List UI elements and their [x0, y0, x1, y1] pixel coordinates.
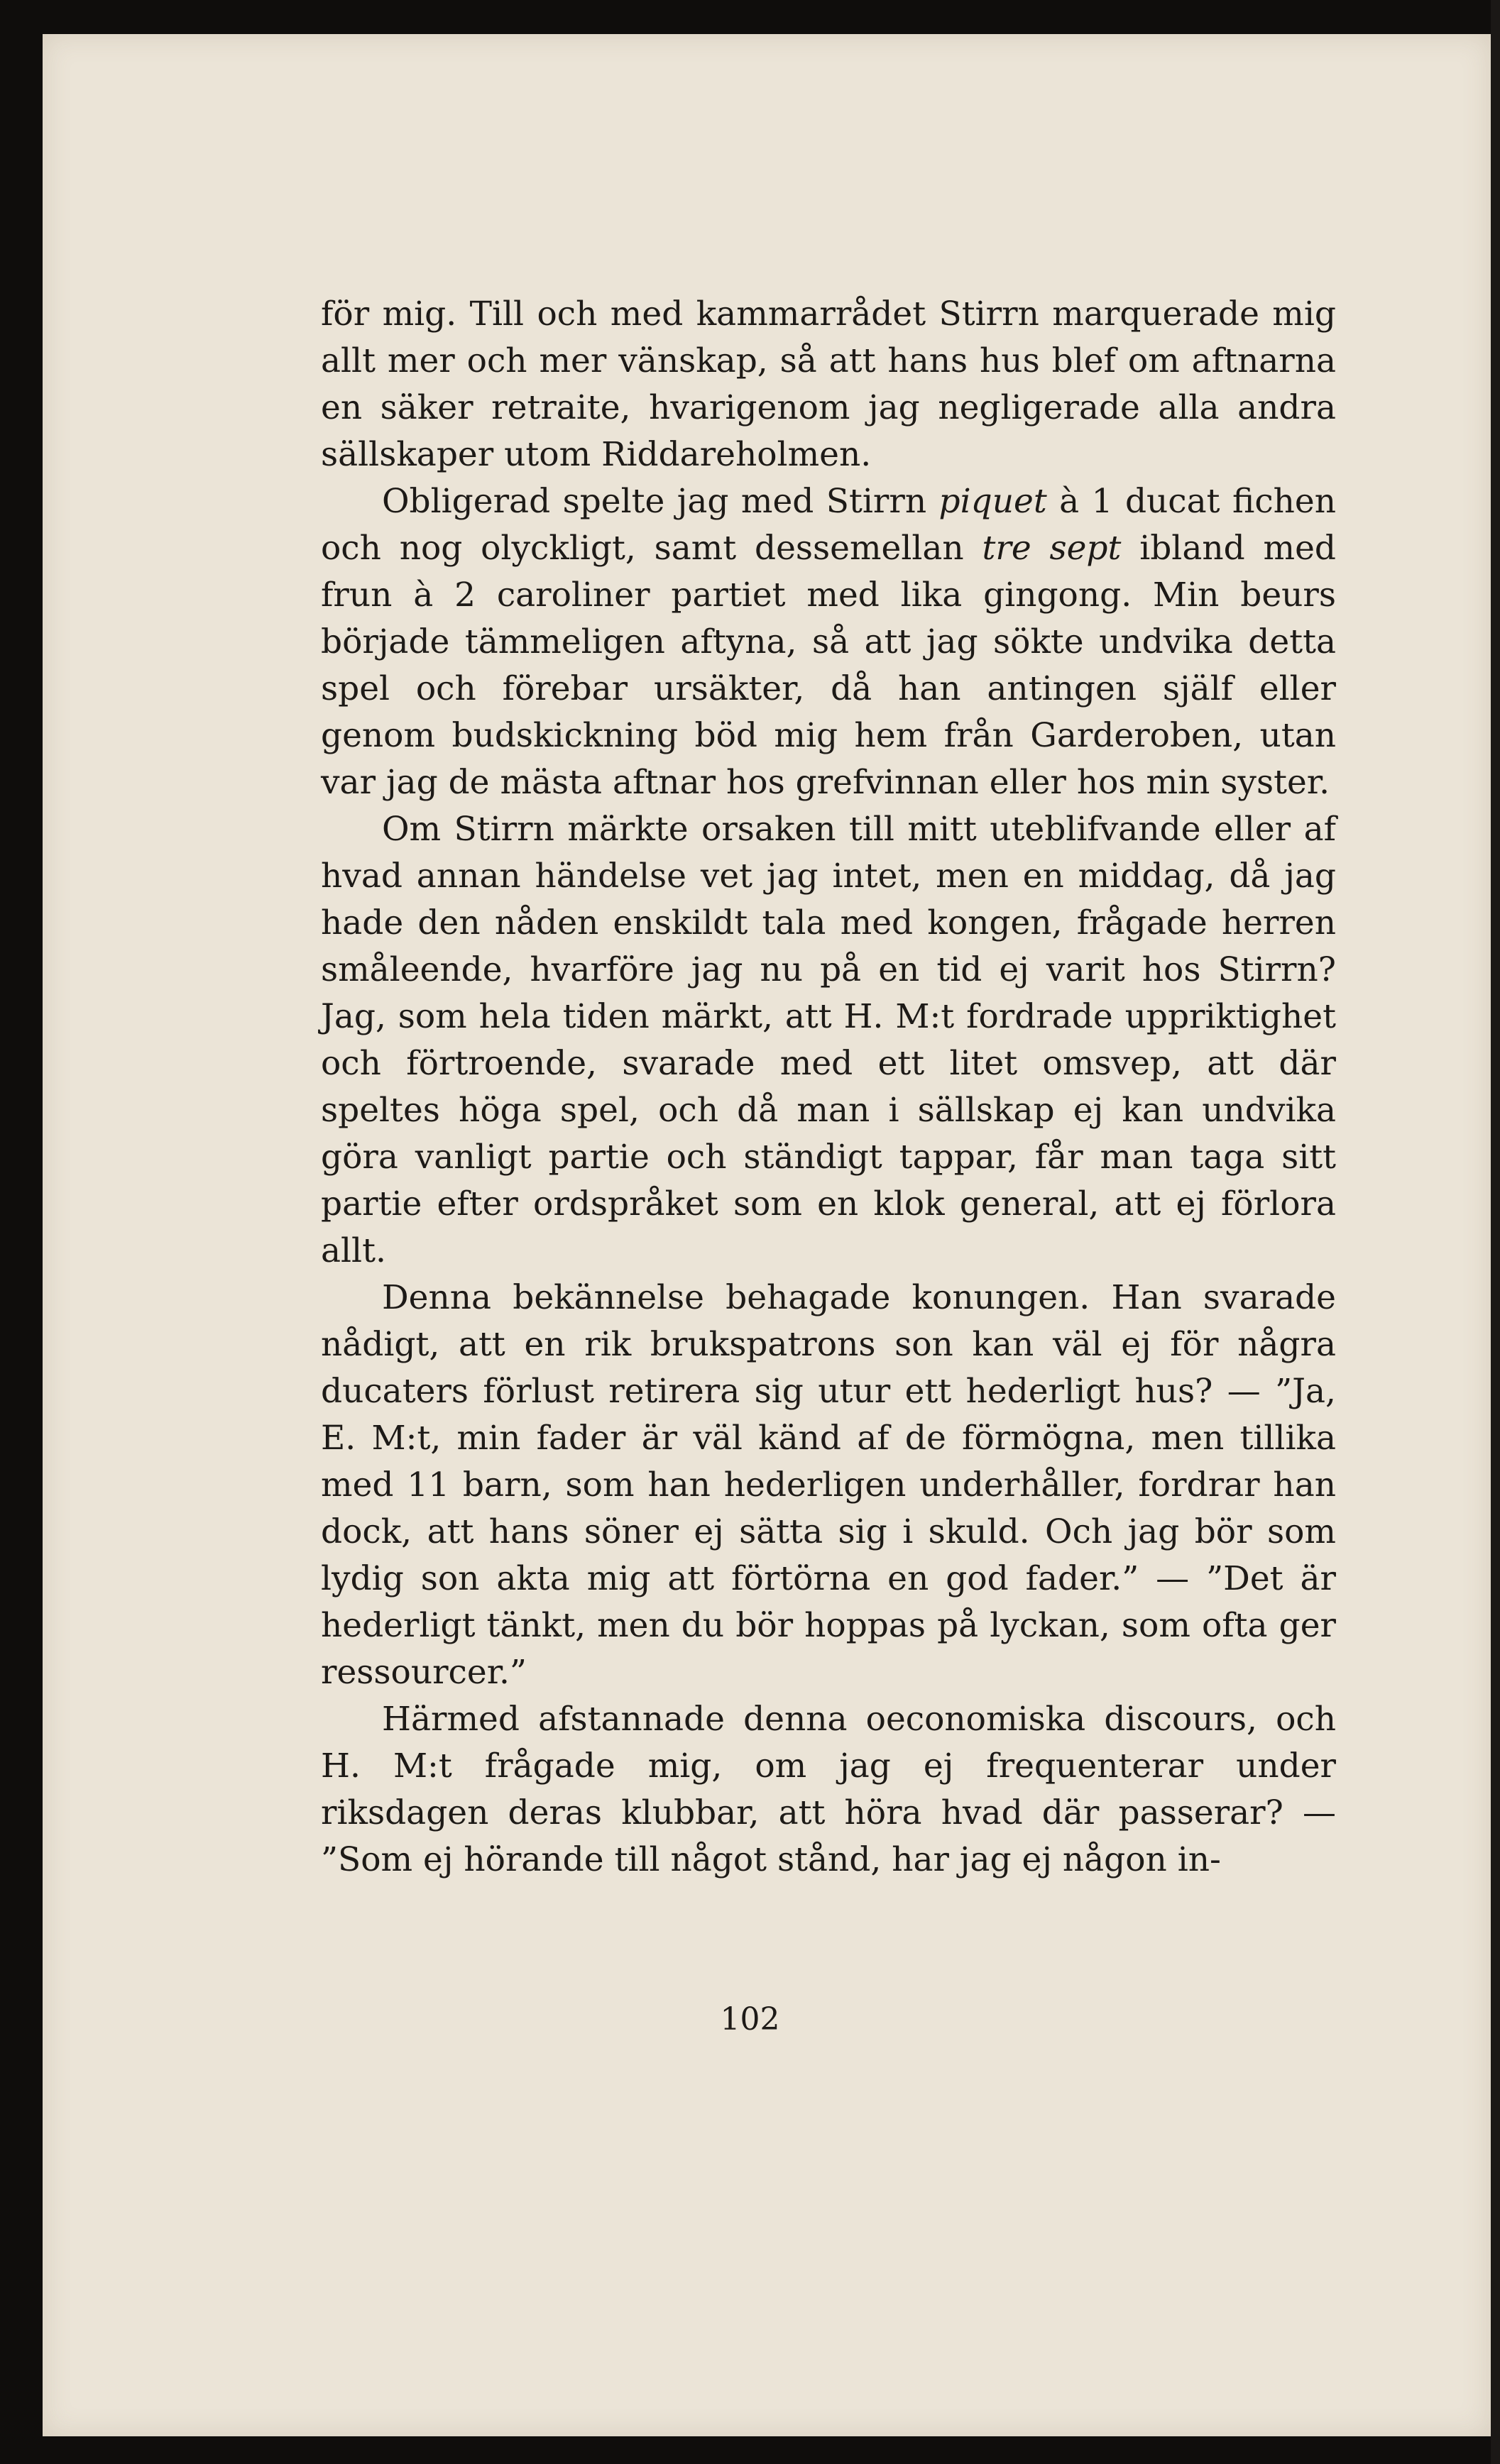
body-text	[321, 291, 1336, 1883]
paragraph-4-text: Denna bekännelse behagade konungen. Han svarade nådigt, att en rik brukspatrons son kan väl ej för några ducaters förlust retirera sig utur ett hederligt hus? — ”Ja, E. M:t, min fader är väl känd af de förmögna, men tillika med 11 barn, som han hederligen underhåller, fordrar han dock, att hans söner ej sätta sig i skuld. Och jag bör som lydig son akta mig att förtörna en god fader.” — ”Det är hederligt tänkt, men du bör hoppas på lyckan, som ofta ger ressourcer.”	[321, 1278, 1336, 1692]
italic-term-tre-sept: tre sept	[982, 529, 1122, 568]
page-number: 102	[720, 2001, 780, 2037]
book-edge	[1491, 0, 1500, 2464]
paragraph-2-text-c: ibland med frun à 2 caroliner partiet med lika gingong. Min beurs började tämmeligen aftyna, så att jag sökte undvika detta spel och förebar ursäkter, då han antingen själf eller genom budskickning böd mig hem från Garderoben, utan var jag de mästa aftnar hos grefvinnan eller hos min syster.	[321, 529, 1336, 802]
paragraph-2-text-a: Obligerad spelte jag med Stirrn	[382, 482, 939, 521]
paragraph-1-text: för mig. Till och med kammarrådet Stirrn marquerade mig allt mer och mer vänskap, så att hans hus blef om aftnarna en säker retraite, hvarigenom jag negligerade alla andra sällskaper utom Riddareholmen.	[321, 295, 1336, 474]
paragraph-2-text-b: à 1 ducat fichen och nog olyckligt, samt dessemellan	[321, 482, 1336, 568]
italic-term-piquet: piquet	[938, 482, 1047, 521]
paragraph-2	[321, 478, 1336, 806]
paragraph-5-text: Härmed afstannade denna oeconomiska discours, och H. M:t frågade mig, om jag ej frequenterar under riksdagen deras klubbar, att höra hvad där passerar? — ”Som ej hörande till något stånd, har jag ej någon in-	[321, 1700, 1336, 1879]
paragraph-3	[321, 806, 1336, 1275]
paragraph-3-text: Om Stirrn märkte orsaken till mitt uteblifvande eller af hvad annan händelse vet jag intet, men en middag, då jag hade den nåden enskildt tala med kongen, frågade herren småleende, hvarföre jag nu på en tid ej varit hos Stirrn? Jag, som hela tiden märkt, att H. M:t fordrade uppriktighet och förtroende, svarade med ett litet omsvep, att där speltes höga spel, och då man i sällskap ej kan undvika göra vanligt partie och ständigt tappar, får man taga sitt partie efter ordspråket som en klok general, att ej förlora allt.	[321, 810, 1336, 1270]
paragraph-1	[321, 291, 1336, 478]
paragraph-4	[321, 1275, 1336, 1696]
paragraph-5	[321, 1696, 1336, 1883]
